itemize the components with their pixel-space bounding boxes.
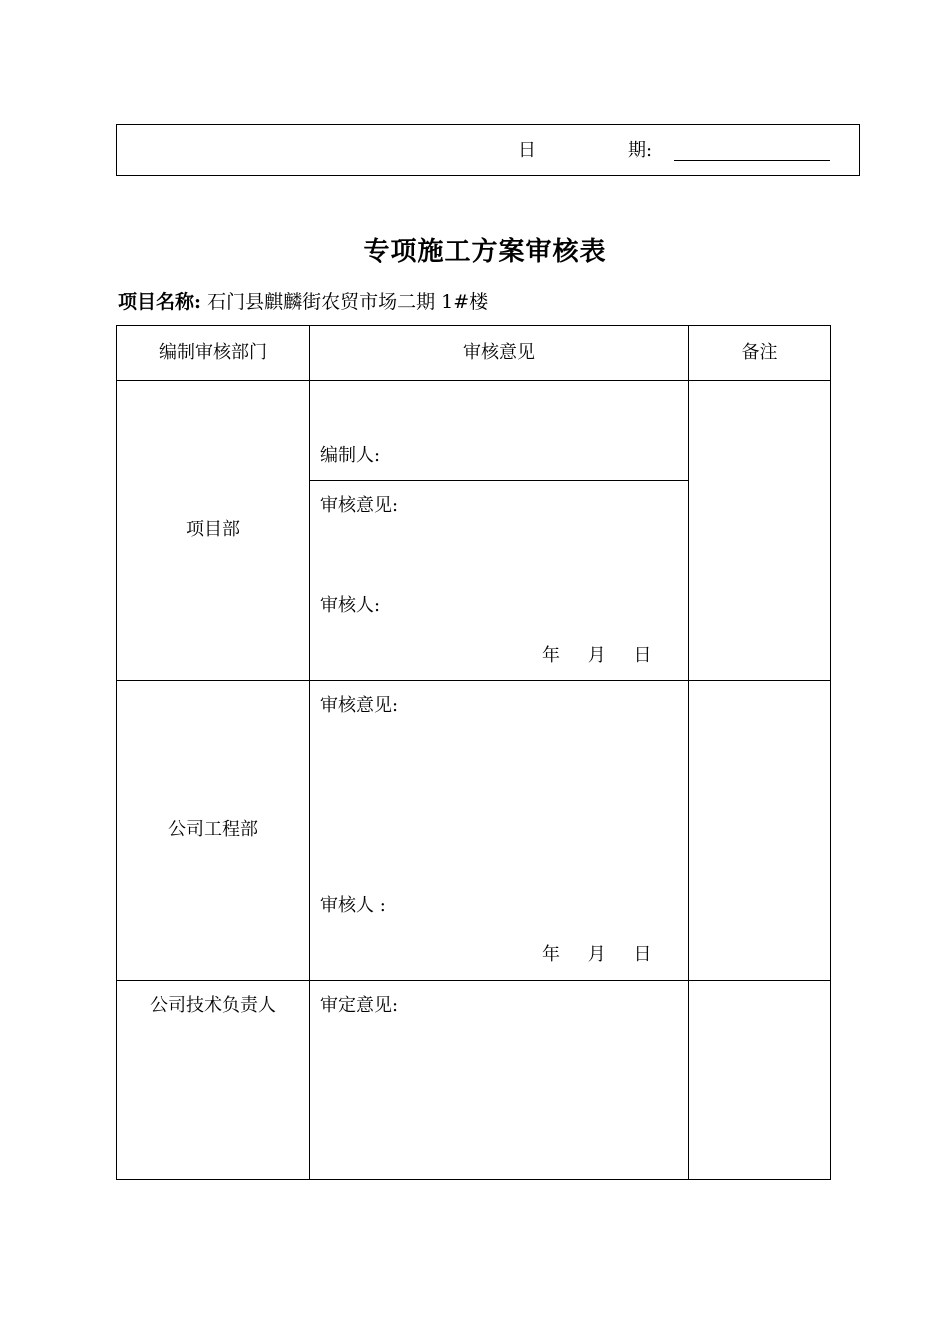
column-header-opinion: 审核意见 xyxy=(463,342,535,363)
row1-date-text: 年 月 日 xyxy=(542,645,652,666)
col1-divider xyxy=(309,325,310,1180)
col2-divider xyxy=(688,325,689,1180)
column-header-dept: 编制审核部门 xyxy=(159,342,267,363)
row3-dept: 公司技术负责人 xyxy=(150,995,276,1016)
row1-inner-divider xyxy=(309,480,688,481)
date-box xyxy=(116,124,860,176)
project-label: 项目名称: xyxy=(118,291,202,313)
table-border-right xyxy=(830,325,831,1180)
page-title: 专项施工方案审核表 xyxy=(363,237,607,267)
table-border-top xyxy=(116,325,831,326)
table-border-bottom xyxy=(116,1179,831,1180)
column-header-remark: 备注 xyxy=(741,342,778,363)
row1-opinion-label: 审核意见: xyxy=(320,495,399,516)
row3-opinion-label: 审定意见: xyxy=(320,995,399,1016)
project-line xyxy=(118,289,488,315)
row1-compiler-label: 编制人: xyxy=(320,445,381,466)
row1-divider xyxy=(116,680,831,681)
row1-dept: 项目部 xyxy=(186,519,240,540)
date-underline xyxy=(674,160,830,161)
project-name: 石门县麒麟街农贸市场二期 1#楼 xyxy=(207,291,489,313)
row1-reviewer-label: 审核人: xyxy=(320,595,381,616)
table-border-left xyxy=(116,325,117,1180)
table-header-divider xyxy=(116,380,831,381)
date-day-char: 日 xyxy=(518,140,536,161)
row2-opinion-label: 审核意见: xyxy=(320,695,399,716)
row2-divider xyxy=(116,980,831,981)
row2-reviewer-label: 审核人 : xyxy=(320,895,386,916)
row2-date-text: 年 月 日 xyxy=(542,944,652,965)
row2-dept: 公司工程部 xyxy=(168,819,258,840)
date-label: 期: xyxy=(628,140,653,161)
